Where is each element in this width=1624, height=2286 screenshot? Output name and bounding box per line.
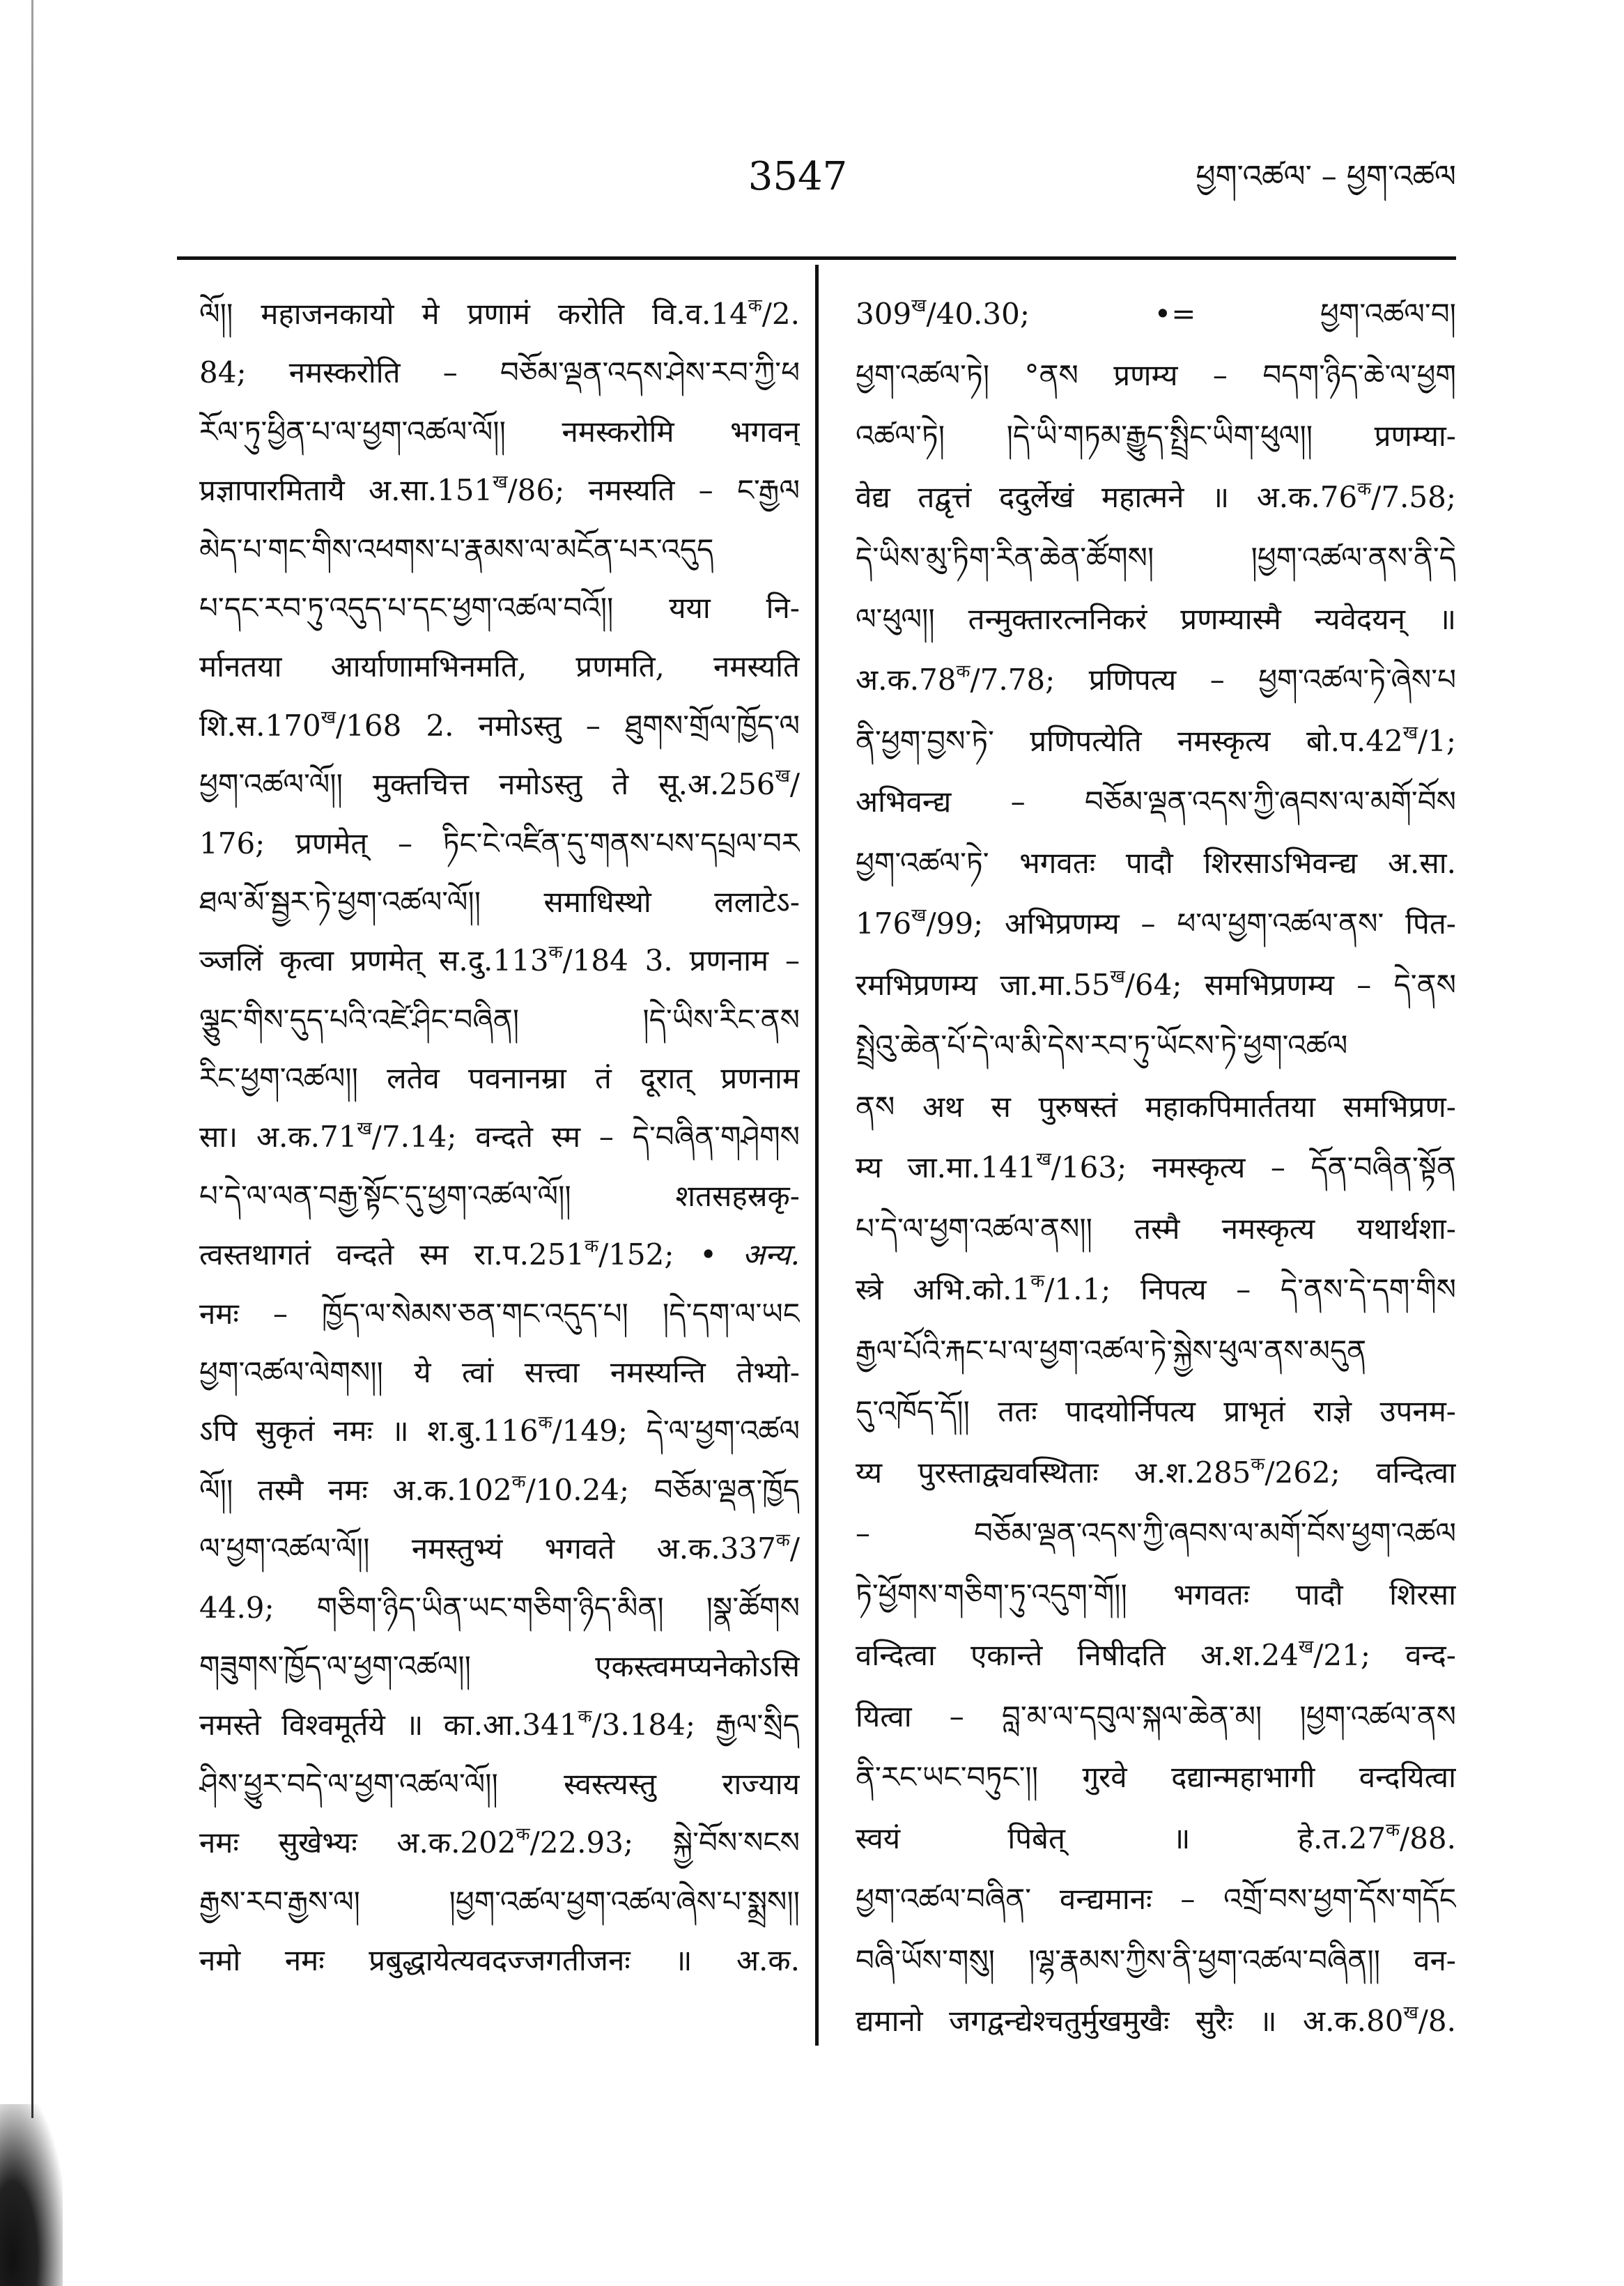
- entry-line: [199, 1579, 800, 1637]
- text-run: དེ་ཡིས་མུ་ཏིག་རིན་ཆེན་ཚོགས། །ཕྱག་འཚལ་ནས་ནི་དེ: [856, 541, 1456, 575]
- text-run: པ་དེ་ལ་ཕྱག་འཚལ་ནས།། तस्मै नमस्कृत्य यथार्थशा-: [856, 1211, 1456, 1246]
- entry-line: [856, 711, 1456, 772]
- entry-line: [856, 589, 1456, 650]
- text-run: ནི་ཕྱག་བྱས་ཏེ་ प्रणिपत्येति नमस्कृत्य बो.प.42: [856, 723, 1403, 758]
- text-run: ञ्जलिं कृत्वा प्रणमेत् स.दु.113: [199, 943, 549, 978]
- entry-line: [856, 345, 1456, 406]
- text-run: /2.: [761, 297, 800, 331]
- text-run: स्वयं पिबेत् ॥ हे.त.27: [856, 1821, 1386, 1855]
- text-run: ལ་ཕུལ།། तन्मुक्तारत्ननिकरं प्रणम्यास्मै न्यवेदयन् ॥: [856, 601, 1456, 636]
- text-run: ལོ།། महाजनकायो मे प्रणामं करोति वि.व.14: [199, 297, 748, 331]
- text-run: ཕྱག་འཚལ་ཏེ་ भगवतः पादौ शिरसाऽभिवन्द्य अ.सा.: [856, 845, 1456, 880]
- text-run: 176: [856, 906, 912, 941]
- text-run: /86; नमस्यति – ང་རྒྱལ: [507, 473, 800, 508]
- folio-superscript: क: [748, 295, 762, 316]
- entry-line: [199, 285, 800, 343]
- folio-superscript: क: [1251, 1453, 1265, 1475]
- entry-line: [856, 1686, 1456, 1747]
- entry-line: [856, 1198, 1456, 1260]
- entry-line: [856, 1869, 1456, 1930]
- folio-superscript: ख: [1110, 966, 1125, 987]
- column-divider: [815, 265, 819, 2046]
- text-run: བཞི་ཡོས་གསུ། །ལྷ་རྣམས་ཀྱིས་ནི་ཕྱག་འཚལ་བཞིན།། वन-: [856, 1943, 1456, 1977]
- text-run: प्रज्ञापारमितायै अ.सा.151: [199, 473, 493, 508]
- entry-line: [199, 932, 800, 990]
- text-run: र्मानतया आर्याणामभिनमति, प्रणमति, नमस्यति: [199, 649, 800, 684]
- entry-line: [199, 403, 800, 461]
- text-run: ལོ།། तस्मै नमः अ.क.102: [199, 1472, 512, 1507]
- text-run: /149; དེ་ལ་ཕྱག་འཚལ: [552, 1414, 800, 1449]
- entry-line: [856, 467, 1456, 528]
- text-run: ནི་རང་ཡང་བཏུང་།། गुरवे दद्यान्महाभागी वन्दयित्वा: [856, 1760, 1456, 1794]
- text-run: ཤིས་ཕྱུར་བདེ་ལ་ཕྱག་འཚལ་ལོ།། स्वस्त्यस्तु राज्याय: [199, 1766, 800, 1801]
- entry-line: [199, 1873, 800, 1931]
- text-run: ཕྱག་འཚལ་ཏེ། °ནས प्रणम्य – བདག་ཉིད་ཆེ་ལ་ཕྱག: [856, 357, 1456, 392]
- text-run: ཐལ་མོ་སྦྱར་ཏེ་ཕྱག་འཚལ་ལོ།། समाधिस्थो ललाटेऽ-: [199, 884, 800, 919]
- entry-line: [856, 406, 1456, 467]
- text-run: ལྕུང་གིས་དུད་པའི་འཛེ་ཤིང་བཞིན། །དེ་ཡིས་རིང་ནས: [199, 1002, 800, 1037]
- folio-superscript: क: [538, 1412, 552, 1434]
- folio-superscript: क: [578, 1706, 592, 1728]
- text-run: སྤྲེའུ་ཆེན་པོ་དེ་ལ་མི་དེས་རབ་ཏུ་ཡོངས་ཏེ་ཕྱག་འཚལ: [856, 1028, 1348, 1063]
- entry-line: [856, 833, 1456, 894]
- text-run: /262; वन्दित्वा: [1265, 1455, 1456, 1490]
- text-run: /: [789, 767, 800, 802]
- text-run: /1;: [1417, 723, 1456, 758]
- text-run: དུ་འཁོད་དོ།། ततः पादयोर्निपत्य प्राभृतं राज्ञे उपनम-: [856, 1394, 1456, 1428]
- text-run: यित्वा – བླ་མ་ལ་དབུལ་སྐལ་ཆེན་མ། །ཕྱག་འཚལ་ནས: [856, 1699, 1456, 1733]
- text-run: 44.9; གཅིག་ཉིད་ཡིན་ཡང་གཅིག་ཉིད་མིན། །སྣ་ཚོགས: [199, 1590, 800, 1625]
- text-run: /99; अभिप्रणम्य – ཕ་ལ་ཕྱག་འཚལ་ནས་ पित-: [926, 906, 1456, 941]
- folio-superscript: क: [1030, 1271, 1045, 1292]
- text-run: स्त्रे अभि.को.1: [856, 1272, 1031, 1306]
- scan-corner-shadow: [0, 2104, 63, 2286]
- text-run: नमः – ཁྱོད་ལ་སེམས་ཅན་གང་འདུད་པ། །དེ་དག་ལ་ཡང: [199, 1296, 800, 1331]
- folio-superscript: ख: [911, 905, 927, 926]
- text-run: अ.क.78: [856, 663, 957, 697]
- text-run: – བཅོམ་ལྡན་འདས་ཀྱི་ཞབས་ལ་མགོ་བོས་ཕྱག་འཚལ: [856, 1516, 1456, 1550]
- entry-line: [856, 1808, 1456, 1869]
- entry-line: [199, 1343, 800, 1402]
- text-run: ཕྱག་འཚལ་ལེགས།། ये त्वां सत्त्वा नमस्यन्ति तेभ्यो-: [199, 1355, 800, 1390]
- entry-line: [856, 1015, 1456, 1076]
- text-run: अभिवन्द्य – བཅོམ་ལྡན་འདས་ཀྱི་ཞབས་ལ་མགོ་བོས: [856, 785, 1456, 819]
- text-run: པ་དང་རབ་ཏུ་འདུད་པ་དང་ཕྱག་འཚལ་བའོ།། यया नि-: [199, 590, 800, 625]
- running-head: ཕྱག་འཚལ་ – ཕྱག་འཚལ: [1196, 159, 1456, 194]
- text-run: /168 2. नमोऽस्तु – ཐུགས་གྲོལ་ཁྱོད་ལ: [335, 708, 800, 743]
- left-column: [199, 285, 800, 1990]
- entry-line: [856, 955, 1456, 1016]
- folio-superscript: क: [511, 1471, 526, 1492]
- italic-label: अन्य.: [742, 1237, 800, 1272]
- entry-line: [856, 771, 1456, 833]
- text-run: /8.: [1418, 2004, 1456, 2038]
- folio-superscript: क: [516, 1824, 530, 1846]
- text-run: /88.: [1400, 1821, 1456, 1855]
- text-run: नमस्ते विश्वमूर्तये ॥ का.आ.341: [199, 1708, 578, 1743]
- entry-line: [856, 1503, 1456, 1564]
- text-run: वन्दित्वा एकान्ते निषीदति अ.श.24: [856, 1638, 1299, 1672]
- text-run: त्वस्तथागतं वन्दते स्म रा.प.251: [199, 1237, 585, 1272]
- entry-line: [856, 893, 1456, 955]
- entry-line: [199, 1285, 800, 1343]
- text-run: सा। अ.क.71: [199, 1120, 357, 1154]
- folio-superscript: ख: [493, 472, 508, 493]
- folio-superscript: ख: [320, 706, 336, 728]
- text-run: 176; प्रणमेत् – ཏིང་ངེ་འཛིན་དུ་གནས་པས་དཔྲལ་བར: [199, 826, 800, 860]
- folio-superscript: ख: [1298, 1637, 1314, 1658]
- entry-line: [199, 1108, 800, 1166]
- text-run: /7.14; वन्दते स्म – དེ་བཞིན་གཤེགས: [371, 1120, 800, 1154]
- entry-line: [856, 1930, 1456, 1991]
- entry-line: [199, 1637, 800, 1696]
- entry-line: [856, 527, 1456, 589]
- text-run: वेद्य तद्वृत्तं ददुर्लेखं महात्मने ॥ अ.क.76: [856, 479, 1358, 514]
- text-run: नमः सुखेभ्यः अ.क.202: [199, 1825, 516, 1860]
- folio-superscript: क: [548, 942, 563, 964]
- entry-line: [199, 1226, 800, 1284]
- entry-line: [199, 579, 800, 638]
- text-run: རོལ་ཏུ་ཕྱིན་པ་ལ་ཕྱག་འཚལ་ལོ།། नमस्करोमि भगवन्: [199, 414, 800, 449]
- entry-line: [856, 649, 1456, 711]
- folio-superscript: क: [1357, 478, 1372, 500]
- text-run: ནས अथ स पुरुषस्तं महाकपिमार्ततया समभिप्रण-: [856, 1089, 1456, 1124]
- text-run: /3.184; རྒྱལ་སྲིད: [591, 1708, 800, 1743]
- text-run: གཟུགས་ཁྱོད་ལ་ཕྱག་འཚལ།། एकस्त्वमप्यनेकोऽसि: [199, 1648, 800, 1683]
- right-column: [856, 284, 1456, 2052]
- entry-line: [856, 1137, 1456, 1198]
- folio-superscript: क: [1386, 1819, 1400, 1841]
- entry-line: [199, 1696, 800, 1754]
- entry-line: [199, 1049, 800, 1108]
- entry-line: [856, 284, 1456, 345]
- folio-superscript: ख: [911, 295, 927, 316]
- entry-line: [856, 1442, 1456, 1504]
- text-run: /21; वन्द-: [1313, 1638, 1456, 1672]
- text-run: རྒྱལ་པོའི་རྐང་པ་ལ་ཕྱག་འཚལ་ཏེ་སྐྱེས་ཕུལ་ནས་མདུན: [856, 1333, 1367, 1368]
- text-run: /152; •: [598, 1237, 743, 1272]
- entry-line: [856, 1076, 1456, 1138]
- text-run: /40.30; •= ཕྱག་འཚལ་བ།: [926, 297, 1456, 331]
- text-run: /184 3. प्रणनाम –: [562, 943, 800, 978]
- text-run: /: [789, 1531, 800, 1566]
- entry-line: [199, 1755, 800, 1814]
- folio-superscript: क: [956, 661, 970, 682]
- text-run: ऽपि सुकृतं नमः ॥ श.बु.116: [199, 1414, 539, 1449]
- text-run: ལ་ཕྱག་འཚལ་ལོ།། नमस्तुभ्यं भगवते अ.क.337: [199, 1531, 776, 1566]
- entry-line: [199, 991, 800, 1049]
- text-run: རིང་ཕྱག་འཚལ།། लतेव पवनानम्रा तं दूरात् प्रणनाम: [199, 1061, 800, 1096]
- entry-line: [199, 1461, 800, 1520]
- entry-line: [856, 1625, 1456, 1686]
- entry-line: [199, 697, 800, 755]
- entry-line: [856, 1564, 1456, 1625]
- entry-line: [199, 343, 800, 402]
- scan-margin-line: [31, 0, 33, 2118]
- text-run: མེད་པ་གང་གིས་འཕགས་པ་རྣམས་ལ་མངོན་པར་འདུད: [199, 532, 714, 566]
- entry-line: [199, 873, 800, 932]
- folio-superscript: क: [775, 1530, 790, 1552]
- folio-superscript: ख: [357, 1118, 372, 1140]
- entry-line: [856, 1259, 1456, 1320]
- text-run: ཏེ་ཕྱོགས་གཅིག་ཏུ་འདུག་གོ།། भगवतः पादौ शिरसा: [856, 1577, 1456, 1612]
- text-run: य्य पुरस्ताद्व्यवस्थिताः अ.श.285: [856, 1455, 1251, 1490]
- entry-line: [199, 461, 800, 520]
- text-run: /7.78; प्रणिपत्य – ཕྱག་འཚལ་ཏེ་ཞེས་པ: [970, 663, 1456, 697]
- entry-line: [199, 638, 800, 696]
- text-run: नमो नमः प्रबुद्धायेत्यवदज्जगतीजनः ॥ अ.क.: [199, 1943, 800, 1977]
- text-run: /64; समभिप्रणम्य – དེ་ནས: [1124, 967, 1456, 1002]
- folio-superscript: ख: [1402, 722, 1418, 743]
- entry-line: [199, 1814, 800, 1872]
- text-run: /7.58;: [1371, 479, 1456, 514]
- text-run: པ་དེ་ལ་ལན་བརྒྱ་སྟོང་དུ་ཕྱག་འཚལ་ལོ།། शतसहस्रकृ-: [199, 1178, 800, 1213]
- text-run: ཕྱག་འཚལ་ལོ།། मुक्तचित्त नमोऽस्तु ते सू.अ.256: [199, 767, 775, 802]
- entry-line: [199, 1402, 800, 1460]
- entry-line: [199, 1520, 800, 1578]
- page-number: 3547: [748, 154, 848, 199]
- text-run: शि.स.170: [199, 708, 321, 743]
- text-run: /1.1; निपत्य – དེ་ནས་དེ་དག་གིས: [1044, 1272, 1456, 1306]
- text-run: 309: [856, 297, 912, 331]
- text-run: ཕྱག་འཚལ་བཞིན་ वन्द्यमानः – འགྲོ་བས་ཕྱག་དོས་གདོང: [856, 1882, 1456, 1916]
- entry-line: [856, 1991, 1456, 2052]
- folio-superscript: ख: [1036, 1149, 1051, 1170]
- text-run: 84; नमस्करोति – བཅོམ་ལྡན་འདས་ཤེས་རབ་ཀྱི་ཕ: [199, 355, 800, 390]
- entry-line: [199, 755, 800, 814]
- folio-superscript: ख: [1403, 2002, 1418, 2023]
- entry-line: [199, 1167, 800, 1226]
- header-rule: [177, 256, 1456, 260]
- text-run: रमभिप्रणम्य जा.मा.55: [856, 967, 1111, 1002]
- entry-line: [856, 1747, 1456, 1808]
- entry-line: [856, 1381, 1456, 1442]
- text-run: म्य जा.मा.141: [856, 1150, 1037, 1184]
- folio-superscript: ख: [775, 766, 790, 787]
- entry-line: [856, 1320, 1456, 1382]
- entry-line: [199, 1931, 800, 1990]
- text-run: /10.24; བཅོམ་ལྡན་ཁྱོད: [525, 1472, 800, 1507]
- text-run: /22.93; སྐྱེ་བོས་སངས: [529, 1825, 800, 1860]
- text-run: འཚལ་ཏེ། །དེ་ཡི་གཏམ་རྒྱུད་སྤྲིང་ཡིག་ཕུལ།། प्रणम्या-: [856, 419, 1456, 453]
- text-run: /163; नमस्कृत्य – དོན་བཞིན་སྟོན: [1051, 1150, 1456, 1184]
- entry-line: [199, 814, 800, 873]
- folio-superscript: क: [585, 1236, 599, 1258]
- entry-line: [199, 520, 800, 579]
- text-run: द्यमानो जगद्वन्द्येश्चतुर्मुखमुखैः सुरैः ॥ अ.क.80: [856, 2004, 1404, 2038]
- text-run: རྒྱས་རབ་རྒྱས་ལ། །ཕྱག་འཚལ་ཕྱག་འཚལ་ཞེས་པ་སྨྲས།།: [199, 1884, 800, 1919]
